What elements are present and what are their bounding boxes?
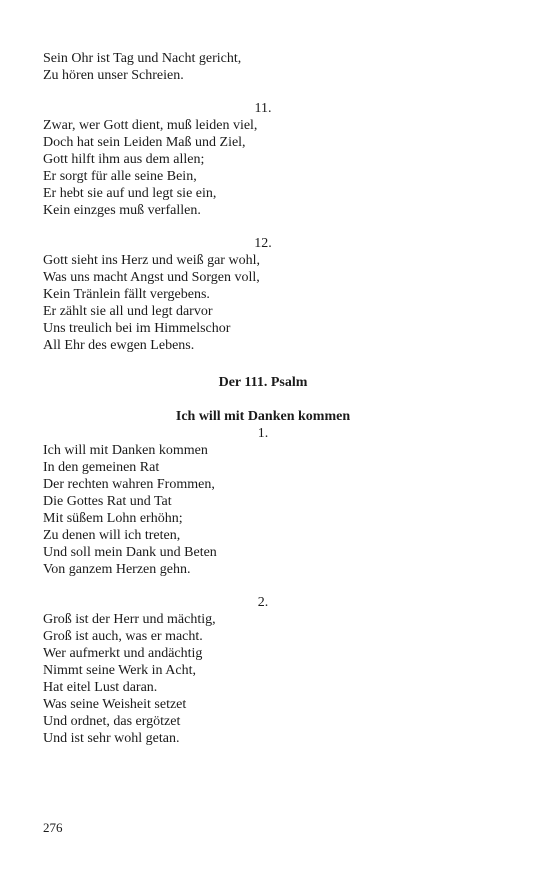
verse-line: Kein Tränlein fällt vergebens. <box>43 287 210 302</box>
verse-line: Der rechten wahren Frommen, <box>43 477 215 492</box>
stanza-2 <box>43 594 483 747</box>
page-number: 276 <box>43 820 63 835</box>
verse-line: Groß ist der Herr und mächtig, <box>43 612 216 627</box>
page-content <box>43 50 483 763</box>
verse-line: Wer aufmerkt und andächtig <box>43 646 203 661</box>
verse-line: Die Gottes Rat und Tat <box>43 494 172 509</box>
verse-line: Er hebt sie auf und legt sie ein, <box>43 186 217 201</box>
verse-line: Zu denen will ich treten, <box>43 528 181 543</box>
verse-line: Und ist sehr wohl getan. <box>43 731 180 746</box>
verse-line: Sein Ohr ist Tag und Nacht gericht, <box>43 51 242 66</box>
verse-line: Und ordnet, das ergötzet <box>43 714 181 729</box>
verse-line: In den gemeinen Rat <box>43 460 160 475</box>
psalm-title: Der 111. Psalm <box>218 375 308 390</box>
stanza-12 <box>43 235 483 354</box>
verse-line: All Ehr des ewgen Lebens. <box>43 338 195 353</box>
verse-line: Was uns macht Angst und Sorgen voll, <box>43 270 260 285</box>
verse-line: Nimmt seine Werk in Acht, <box>43 663 196 678</box>
verse-line: Von ganzem Herzen gehn. <box>43 562 191 577</box>
verse-line: Was seine Weisheit setzet <box>43 697 187 712</box>
stanza-10-end <box>43 50 483 84</box>
verse-line: Groß ist auch, was er macht. <box>43 629 203 644</box>
stanza-number: 1. <box>257 426 269 441</box>
verse-line: Er sorgt für alle seine Bein, <box>43 169 197 184</box>
verse-line: Kein einzges muß verfallen. <box>43 203 201 218</box>
stanza-11 <box>43 100 483 219</box>
stanza-1 <box>43 425 483 578</box>
verse-line: Zwar, wer Gott dient, muß leiden viel, <box>43 118 258 133</box>
stanza-number: 2. <box>257 595 269 610</box>
verse-line: Gott sieht ins Herz und weiß gar wohl, <box>43 253 260 268</box>
verse-line: Ich will mit Danken kommen <box>43 443 208 458</box>
hymn-title: Ich will mit Danken kommen <box>175 409 351 424</box>
verse-line: Mit süßem Lohn erhöhn; <box>43 511 183 526</box>
verse-line: Er zählt sie all und legt darvor <box>43 304 213 319</box>
verse-line: Hat eitel Lust daran. <box>43 680 158 695</box>
verse-line: Und soll mein Dank und Beten <box>43 545 217 560</box>
verse-line: Gott hilft ihm aus dem allen; <box>43 152 205 167</box>
verse-line: Zu hören unser Schreien. <box>43 68 184 83</box>
stanza-number: 12. <box>254 236 272 251</box>
stanza-number: 11. <box>254 101 272 116</box>
verse-line: Doch hat sein Leiden Maß und Ziel, <box>43 135 246 150</box>
verse-line: Uns treulich bei im Himmelschor <box>43 321 231 336</box>
